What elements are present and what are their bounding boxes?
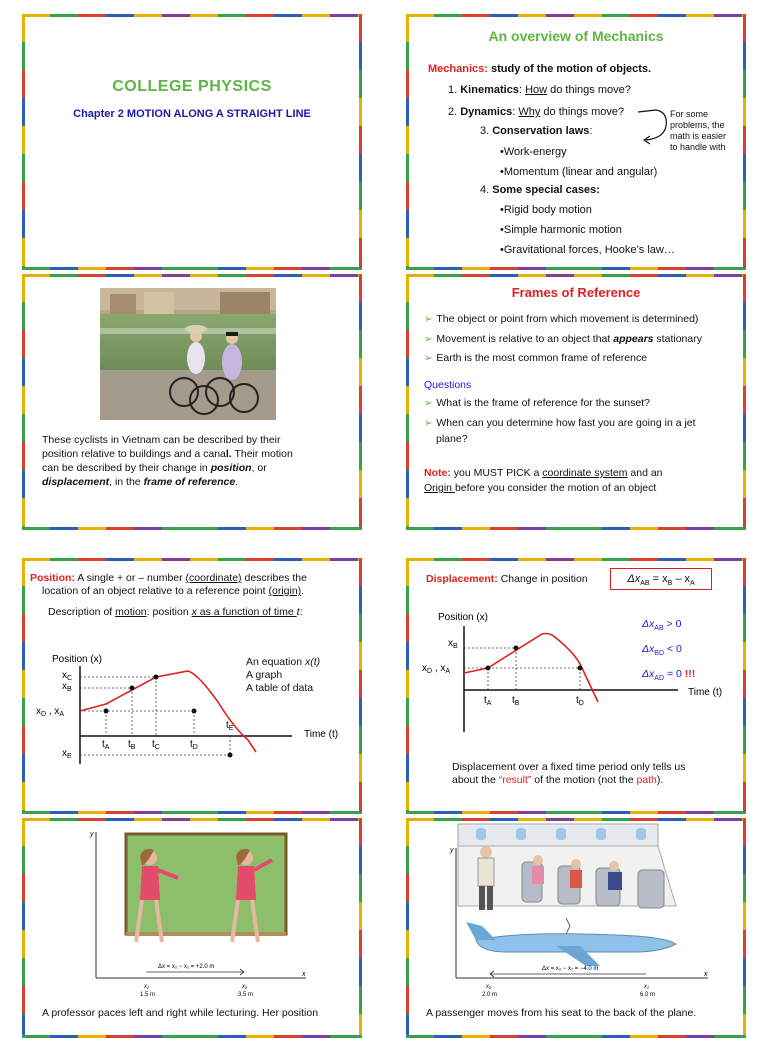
svg-text:x₂: x₂: [242, 984, 248, 990]
position-time-graph: [22, 558, 362, 814]
note: Note: you MUST PICK a coordinate system and an Origin before you consider the motion of an object: [424, 467, 663, 494]
svg-text:tD: $t_D$: [576, 695, 584, 707]
slide-mechanics-overview: [406, 14, 746, 270]
definition-text: study of the motion of objects.: [487, 63, 652, 75]
position-definition: Position: A single + or – number (coordinate) describes the location of an object relative to a reference point (origin).: [30, 572, 307, 597]
conservation-item: •Work-energy: [500, 146, 567, 158]
motion-description: Description of motion: position x as a function of time t:: [48, 606, 303, 618]
displacement-formula-box: $\Delta x_{AB} = x_B - x_A$: [610, 568, 712, 590]
svg-text:tA: $t_A$: [484, 695, 492, 707]
displacement-caption: Displacement over a fixed time period only tells us about the “result” of the motion (not the path).: [452, 761, 686, 786]
cyclists-photo: [100, 288, 276, 420]
svg-text:2.0 m: 2.0 m: [482, 992, 498, 998]
slide-title: Frames of Reference: [511, 285, 641, 300]
svg-text:tA: $t_A$: [102, 739, 110, 751]
svg-text:xE: $x_E$: [62, 748, 72, 760]
svg-text:x₂: x₂: [486, 984, 492, 990]
question-2-cont: plane?: [436, 433, 468, 445]
svg-text:1.5 m: 1.5 m: [140, 992, 156, 998]
special-item: •Rigid body motion: [500, 204, 592, 216]
arrow-bullet-icon: ➢: [424, 334, 433, 345]
conservation-item: •Momentum (linear and angular): [500, 166, 658, 178]
displacement-definition: Displacement: Change in position: [426, 573, 588, 585]
x-axis-label: Time (t): [304, 729, 339, 740]
svg-text:x₁: x₁: [144, 984, 149, 990]
questions-label: Questions: [424, 379, 472, 391]
svg-text:Position (x): Position (x): [438, 612, 489, 623]
course-title: COLLEGE PHYSICS: [112, 78, 272, 95]
svg-text:x₁: x₁: [644, 984, 649, 990]
slide-position: [22, 558, 362, 814]
svg-text:tD: $t_D$: [190, 739, 198, 751]
arrow-bullet-icon: ➢: [424, 314, 433, 325]
svg-text:Time (t): Time (t): [688, 687, 723, 698]
svg-text:tC: $t_C$: [152, 739, 160, 751]
slide-frames-of-reference: [406, 274, 746, 530]
displacement-results: $\Delta x_{AB} > 0$ $\Delta x_{BD} < 0$ $\Delta x_{AD} = 0$ !!!: [642, 618, 696, 683]
special-item: •Gravitational forces, Hooke’s law…: [500, 244, 675, 256]
svg-text:xD , xA: $x_D$ , $x_A$: [422, 663, 451, 675]
side-note: For some problems, the math is easier to handle with: [670, 109, 727, 152]
svg-text:xC: $x_C$: [62, 670, 73, 682]
bullet-2: ➢ Movement is relative to an object that appears stationary: [424, 333, 702, 345]
special-item: •Simple harmonic motion: [500, 224, 622, 236]
svg-text:Δx = x₂ − x₁ = +2.0 m: Δx = x₂ − x₁ = +2.0 m: [158, 964, 215, 970]
representation-list: An equation x(t) A graph A table of data: [246, 656, 321, 694]
item-dynamics: 2. Dynamics: Why do things move?: [448, 106, 625, 118]
slide-title: An overview of Mechanics: [488, 28, 664, 44]
bullet-1: ➢ The object or point from which movement is determined): [424, 313, 699, 325]
slide-cyclists: [22, 274, 362, 530]
svg-text:y: y: [450, 847, 454, 854]
chapter-subtitle: Chapter 2 MOTION ALONG A STRAIGHT LINE: [73, 108, 311, 120]
y-axis-label: Position (x): [52, 654, 103, 665]
svg-text:3.5 m: 3.5 m: [238, 992, 254, 998]
arrow-bullet-icon: ➢: [424, 398, 433, 409]
slide-passenger-example: [406, 818, 746, 1038]
svg-text:xB: $x_B$: [448, 638, 458, 650]
svg-text:tE: $t_E$: [226, 720, 234, 732]
arrow-bullet-icon: ➢: [424, 353, 433, 364]
mechanics-definition: [428, 62, 651, 77]
bracket-arrow-icon: [634, 104, 674, 154]
question-2: ➢ When can you determine how fast you are going in a jet: [424, 417, 696, 429]
svg-text:x: x: [302, 971, 306, 978]
question-1: ➢ What is the frame of reference for the sunset?: [424, 397, 650, 409]
svg-text:x: x: [704, 971, 708, 978]
definition-label: Mechanics:: [428, 63, 488, 75]
cyclists-caption: These cyclists in Vietnam can be described by their position relative to buildings and a canal. Their motion can be described by their change in position, or displacement, in the frame of reference.: [42, 434, 293, 488]
svg-text:tB: $t_B$: [512, 695, 520, 707]
item-conservation: 3. Conservation laws:: [480, 125, 593, 137]
item-special-cases: 4. Some special cases:: [480, 184, 600, 196]
svg-text:xD , xA: $x_D$ , $x_A$: [36, 706, 65, 718]
svg-text:tB: $t_B$: [128, 739, 136, 751]
slide-professor-example: [22, 818, 362, 1038]
svg-text:y: y: [90, 831, 94, 838]
slide-title: [22, 14, 362, 270]
airplane-figure: [446, 822, 716, 1006]
slide-displacement: [406, 558, 746, 814]
arrow-bullet-icon: ➢: [424, 418, 433, 429]
item-kinematics: 1. Kinematics: How do things move?: [448, 84, 631, 96]
bullet-3: ➢ Earth is the most common frame of reference: [424, 352, 648, 364]
svg-text:Δx = x₂ − x₁ = −4.0 m: Δx = x₂ − x₁ = −4.0 m: [542, 966, 599, 972]
passenger-caption: A passenger moves from his seat to the back of the plane.: [426, 1007, 697, 1019]
professor-figure: [82, 826, 312, 1006]
svg-text:xB: $x_B$: [62, 681, 72, 693]
professor-caption: A professor paces left and right while lecturing. Her position: [42, 1007, 319, 1019]
svg-text:6.0 m: 6.0 m: [640, 992, 656, 998]
